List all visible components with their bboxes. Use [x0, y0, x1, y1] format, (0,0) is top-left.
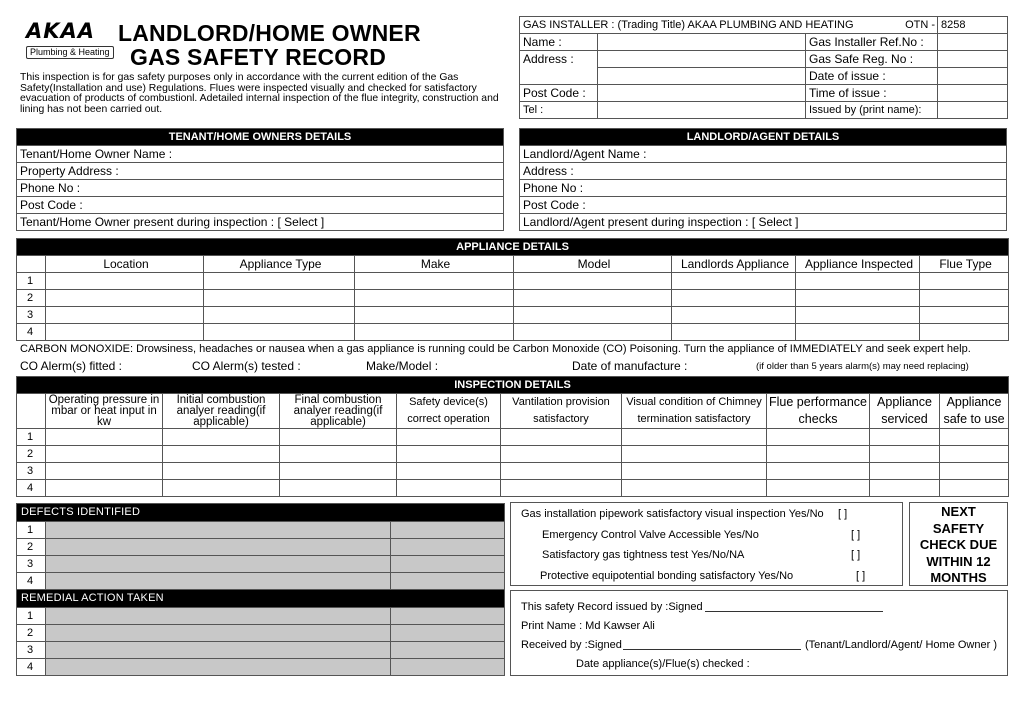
inspection-cell[interactable]: [46, 463, 163, 480]
logo-subtitle: Plumbing & Heating: [26, 46, 114, 59]
table-row: [17, 273, 1009, 290]
installer-tel-label: Tel :: [520, 102, 598, 119]
inspection-cell[interactable]: [397, 463, 501, 480]
inspection-cell[interactable]: [622, 429, 767, 446]
col-landlords-appliance: Landlords Appliance: [672, 256, 796, 273]
inspection-details-table: [16, 376, 1009, 497]
row-number: 2: [17, 539, 46, 556]
inspection-cell[interactable]: [870, 463, 940, 480]
inspection-cell[interactable]: [501, 463, 622, 480]
date-checked-label: Date appliance(s)/Flue(s) checked :: [576, 658, 750, 670]
co-make-model-label: Make/Model :: [366, 359, 439, 373]
appliance-section-title: APPLIANCE DETAILS: [17, 239, 1009, 256]
appliance-cell[interactable]: [355, 290, 514, 307]
received-role-label: (Tenant/Landlord/Agent/ Home Owner ): [805, 639, 997, 651]
appliance-cell[interactable]: [920, 273, 1009, 290]
table-row: [17, 463, 1009, 480]
appliance-cell[interactable]: [514, 290, 672, 307]
page-title-line2: GAS SAFETY RECORD: [130, 44, 387, 70]
co-replace-note: (if older than 5 years alarm(s) may need replacing): [756, 361, 969, 372]
appliance-cell[interactable]: [46, 290, 204, 307]
appliance-cell[interactable]: [204, 290, 355, 307]
next-check-line: CHECK DUE: [919, 537, 998, 552]
received-signed-label: Received by :Signed: [521, 639, 622, 651]
defect-extra-field[interactable]: [391, 573, 505, 590]
appliance-cell[interactable]: [920, 324, 1009, 341]
table-row: [17, 446, 1009, 463]
landlord-postcode-field[interactable]: Post Code :: [520, 197, 1007, 214]
inspection-cell[interactable]: [870, 446, 940, 463]
defect-extra-field[interactable]: [391, 556, 505, 573]
otn-value: 8258: [938, 17, 1008, 34]
appliance-cell[interactable]: [355, 307, 514, 324]
inspection-cell[interactable]: [163, 429, 280, 446]
appliance-cell[interactable]: [796, 290, 920, 307]
ecv-check-label: Emergency Control Valve Accessible Yes/No: [542, 529, 759, 541]
inspection-cell[interactable]: [767, 446, 870, 463]
print-name-label: Print Name : Md Kawser Ali: [521, 620, 655, 632]
co-fitted-label: CO Alerm(s) fitted :: [20, 359, 123, 373]
col-location: Location: [46, 256, 204, 273]
inspection-cell[interactable]: [870, 480, 940, 497]
time-of-issue-label: Time of issue :: [806, 85, 938, 102]
issued-by-field[interactable]: [938, 102, 1008, 119]
col-initial-combustion: Initial combustion analyer reading(if applicable): [163, 394, 280, 429]
installer-postcode-label: Post Code :: [520, 85, 598, 102]
landlord-present-select[interactable]: Landlord/Agent present during inspection : [ Select ]: [520, 214, 1007, 231]
appliance-cell[interactable]: [46, 273, 204, 290]
row-number: 4: [17, 480, 46, 497]
appliance-cell[interactable]: [514, 324, 672, 341]
appliance-cell[interactable]: [672, 273, 796, 290]
installer-ref-label: Gas Installer Ref.No :: [806, 34, 938, 51]
signoff-box: [510, 590, 1008, 676]
inspection-cell[interactable]: [163, 463, 280, 480]
defect-extra-field[interactable]: [391, 522, 505, 539]
inspection-cell[interactable]: [622, 480, 767, 497]
bonding-check-box[interactable]: [ ]: [856, 570, 866, 582]
row-number: 4: [17, 573, 46, 590]
appliance-cell[interactable]: [46, 307, 204, 324]
defect-field[interactable]: [46, 522, 391, 539]
landlord-details-table: [519, 128, 1007, 231]
appliance-details-table: [16, 238, 1009, 341]
inspection-cell[interactable]: [397, 480, 501, 497]
appliance-cell[interactable]: [204, 273, 355, 290]
installer-postcode-field[interactable]: [598, 85, 806, 102]
time-of-issue-field[interactable]: [938, 85, 1008, 102]
remedial-extra-field[interactable]: [391, 659, 505, 676]
inspection-cell[interactable]: [940, 480, 1009, 497]
next-check-line: MONTHS: [930, 570, 987, 585]
appliance-cell[interactable]: [920, 307, 1009, 324]
inspection-cell[interactable]: [940, 463, 1009, 480]
col-ventilation: Vantilation provision satisfactory: [501, 394, 622, 429]
remedial-field[interactable]: [46, 608, 391, 625]
gas-safe-reg-field[interactable]: [938, 51, 1008, 68]
issued-signed-label: This safety Record issued by :Signed: [521, 601, 703, 613]
table-row: [17, 659, 505, 676]
landlord-address-field[interactable]: Address :: [520, 163, 1007, 180]
appliance-cell[interactable]: [796, 307, 920, 324]
row-number: 1: [17, 522, 46, 539]
table-row: [17, 324, 1009, 341]
installer-address-continued: [520, 68, 598, 85]
row-number: 1: [17, 273, 46, 290]
col-operating-pressure: Operating pressure in mbar or heat input in kw: [46, 394, 163, 429]
inspection-cell[interactable]: [163, 480, 280, 497]
logo-wordmark: AKAA: [26, 19, 96, 43]
installer-trading-title: [520, 17, 938, 34]
col-chimney-condition: Visual condition of Chimney termination satisfactory: [622, 394, 767, 429]
installer-name-field[interactable]: [598, 34, 806, 51]
co-alarm-line: [20, 359, 1008, 375]
inspection-cell[interactable]: [940, 429, 1009, 446]
next-check-line: NEXT: [941, 504, 976, 519]
company-logo: [26, 20, 114, 58]
date-of-issue-field[interactable]: [938, 68, 1008, 85]
inspection-cell[interactable]: [46, 429, 163, 446]
otn-label: OTN -: [905, 19, 936, 31]
received-signature-line[interactable]: [623, 649, 801, 650]
col-safety-device: Safety device(s) correct operation: [397, 394, 501, 429]
appliance-cell[interactable]: [796, 324, 920, 341]
row-number: 1: [17, 429, 46, 446]
table-row: [17, 539, 505, 556]
table-row: [17, 307, 1009, 324]
issued-signature-line[interactable]: [705, 611, 883, 612]
row-number: 3: [17, 642, 46, 659]
next-check-due-notice: [909, 502, 1008, 586]
inspection-cell[interactable]: [767, 463, 870, 480]
defect-field[interactable]: [46, 556, 391, 573]
pipework-check-box[interactable]: [ ]: [838, 508, 848, 520]
tenant-phone-field[interactable]: Phone No :: [17, 180, 504, 197]
inspection-cell[interactable]: [940, 446, 1009, 463]
table-row: [17, 573, 505, 590]
col-appliance-serviced: Appliance serviced: [870, 394, 940, 429]
remedial-extra-field[interactable]: [391, 642, 505, 659]
table-row: [17, 608, 505, 625]
tightness-check-label: Satisfactory gas tightness test Yes/No/NA: [542, 549, 745, 561]
appliance-cell[interactable]: [355, 273, 514, 290]
next-check-line: WITHIN 12: [926, 553, 991, 569]
appliance-cell[interactable]: [672, 290, 796, 307]
row-number: 3: [17, 307, 46, 324]
row-number: 3: [17, 556, 46, 573]
bonding-check-label: Protective equipotential bonding satisfactory Yes/No: [540, 570, 794, 582]
inspection-cell[interactable]: [46, 480, 163, 497]
installer-address-label: Address :: [520, 51, 598, 68]
installer-address-field-2[interactable]: [598, 68, 806, 85]
inspection-cell[interactable]: [501, 480, 622, 497]
installer-name-label: Name :: [520, 34, 598, 51]
inspection-section-title: INSPECTION DETAILS: [17, 377, 1009, 394]
defects-remedial-table: [16, 503, 505, 676]
table-row: [17, 522, 505, 539]
remedial-field[interactable]: [46, 642, 391, 659]
col-model: Model: [514, 256, 672, 273]
inspection-cell[interactable]: [280, 429, 397, 446]
table-row: [17, 642, 505, 659]
table-row: [17, 429, 1009, 446]
col-appliance-inspected: Appliance Inspected: [796, 256, 920, 273]
table-row: [17, 625, 505, 642]
table-row: [17, 480, 1009, 497]
inspection-cell[interactable]: [397, 446, 501, 463]
appliance-cell[interactable]: [672, 307, 796, 324]
tenant-section-title: TENANT/HOME OWNERS DETAILS: [17, 129, 504, 146]
appliance-cell[interactable]: [514, 307, 672, 324]
inspection-cell[interactable]: [280, 480, 397, 497]
appliance-cell[interactable]: [46, 324, 204, 341]
landlord-phone-field[interactable]: Phone No :: [520, 180, 1007, 197]
inspection-cell[interactable]: [501, 429, 622, 446]
issued-by-label: Issued by (print name):: [806, 102, 938, 119]
next-check-line: SAFETY: [932, 520, 985, 536]
installer-address-field[interactable]: [598, 51, 806, 68]
appliance-cell[interactable]: [355, 324, 514, 341]
installation-checks-box: [510, 502, 903, 586]
remedial-extra-field[interactable]: [391, 608, 505, 625]
tenant-name-field[interactable]: Tenant/Home Owner Name :: [17, 146, 504, 163]
col-final-combustion: Final combustion analyer reading(if applicable): [280, 394, 397, 429]
appliance-cell[interactable]: [920, 290, 1009, 307]
inspection-cell[interactable]: [622, 463, 767, 480]
property-address-field[interactable]: Property Address :: [17, 163, 504, 180]
defect-field[interactable]: [46, 573, 391, 590]
inspection-cell[interactable]: [163, 446, 280, 463]
row-number: 4: [17, 324, 46, 341]
inspection-cell[interactable]: [622, 446, 767, 463]
landlord-section-title: LANDLORD/AGENT DETAILS: [520, 129, 1007, 146]
row-number: 4: [17, 659, 46, 676]
table-row: [17, 556, 505, 573]
col-make: Make: [355, 256, 514, 273]
installer-tel-field[interactable]: [598, 102, 806, 119]
inspection-cell[interactable]: [46, 446, 163, 463]
ecv-check-box[interactable]: [ ]: [851, 529, 861, 541]
col-flue-performance: Flue performance checks: [767, 394, 870, 429]
inspection-cell[interactable]: [501, 446, 622, 463]
table-row: [17, 290, 1009, 307]
tightness-check-box[interactable]: [ ]: [851, 549, 861, 561]
defect-field[interactable]: [46, 539, 391, 556]
landlord-name-field[interactable]: Landlord/Agent Name :: [520, 146, 1007, 163]
row-number: 2: [17, 446, 46, 463]
row-number: 3: [17, 463, 46, 480]
inspection-cell[interactable]: [397, 429, 501, 446]
remedial-field[interactable]: [46, 659, 391, 676]
row-number: 1: [17, 608, 46, 625]
col-flue-type: Flue Type: [920, 256, 1009, 273]
pipework-check-label: Gas installation pipework satisfactory visual inspection Yes/No: [521, 508, 824, 520]
remedial-extra-field[interactable]: [391, 625, 505, 642]
date-of-issue-label: Date of issue :: [806, 68, 938, 85]
row-number: 2: [17, 290, 46, 307]
co-manufacture-label: Date of manufacture :: [572, 359, 688, 373]
appliance-cell[interactable]: [514, 273, 672, 290]
gas-safe-reg-label: Gas Safe Reg. No :: [806, 51, 938, 68]
col-appliance-type: Appliance Type: [204, 256, 355, 273]
co-warning-text: CARBON MONOXIDE: Drowsiness, headaches or nausea when a gas appliance is running could be Carbon Monoxide (CO) Poisoning. Turn the appliance of IMMEDIATELY and seek expert help.: [20, 343, 971, 355]
page-title-line1: LANDLORD/HOME OWNER: [118, 20, 421, 46]
installer-trading-title-text: GAS INSTALLER : (Trading Title) AKAA PLUMBING AND HEATING: [523, 19, 854, 31]
tenant-present-select[interactable]: Tenant/Home Owner present during inspection : [ Select ]: [17, 214, 504, 231]
inspection-cell[interactable]: [870, 429, 940, 446]
inspection-cell[interactable]: [767, 429, 870, 446]
appliance-cell[interactable]: [672, 324, 796, 341]
remedial-field[interactable]: [46, 625, 391, 642]
intro-paragraph: This inspection is for gas safety purposes only in accordance with the current edition of the Gas Safety(Installation and use) Regulations. Flues were inspected visually and checked for satisfactory evacuation of products of combustionl. Adetailed internal inspection of the flue integrity, construction and lining has not been carried out.: [20, 72, 499, 115]
appliance-cell[interactable]: [796, 273, 920, 290]
col-appliance-safe: Appliance safe to use: [940, 394, 1009, 429]
tenant-details-table: [16, 128, 504, 231]
defects-section-title: DEFECTS IDENTIFIED: [17, 504, 505, 522]
tenant-postcode-field[interactable]: Post Code :: [17, 197, 504, 214]
inspection-cell[interactable]: [767, 480, 870, 497]
co-tested-label: CO Alerm(s) tested :: [192, 359, 301, 373]
installer-details-table: [519, 16, 1008, 119]
inspection-cell[interactable]: [280, 463, 397, 480]
inspection-cell[interactable]: [280, 446, 397, 463]
row-number: 2: [17, 625, 46, 642]
installer-ref-field[interactable]: [938, 34, 1008, 51]
remedial-section-title: REMEDIAL ACTION TAKEN: [17, 590, 505, 608]
inspection-index-header: [17, 394, 46, 429]
appliance-cell[interactable]: [204, 307, 355, 324]
defect-extra-field[interactable]: [391, 539, 505, 556]
appliance-index-header: [17, 256, 46, 273]
appliance-cell[interactable]: [204, 324, 355, 341]
